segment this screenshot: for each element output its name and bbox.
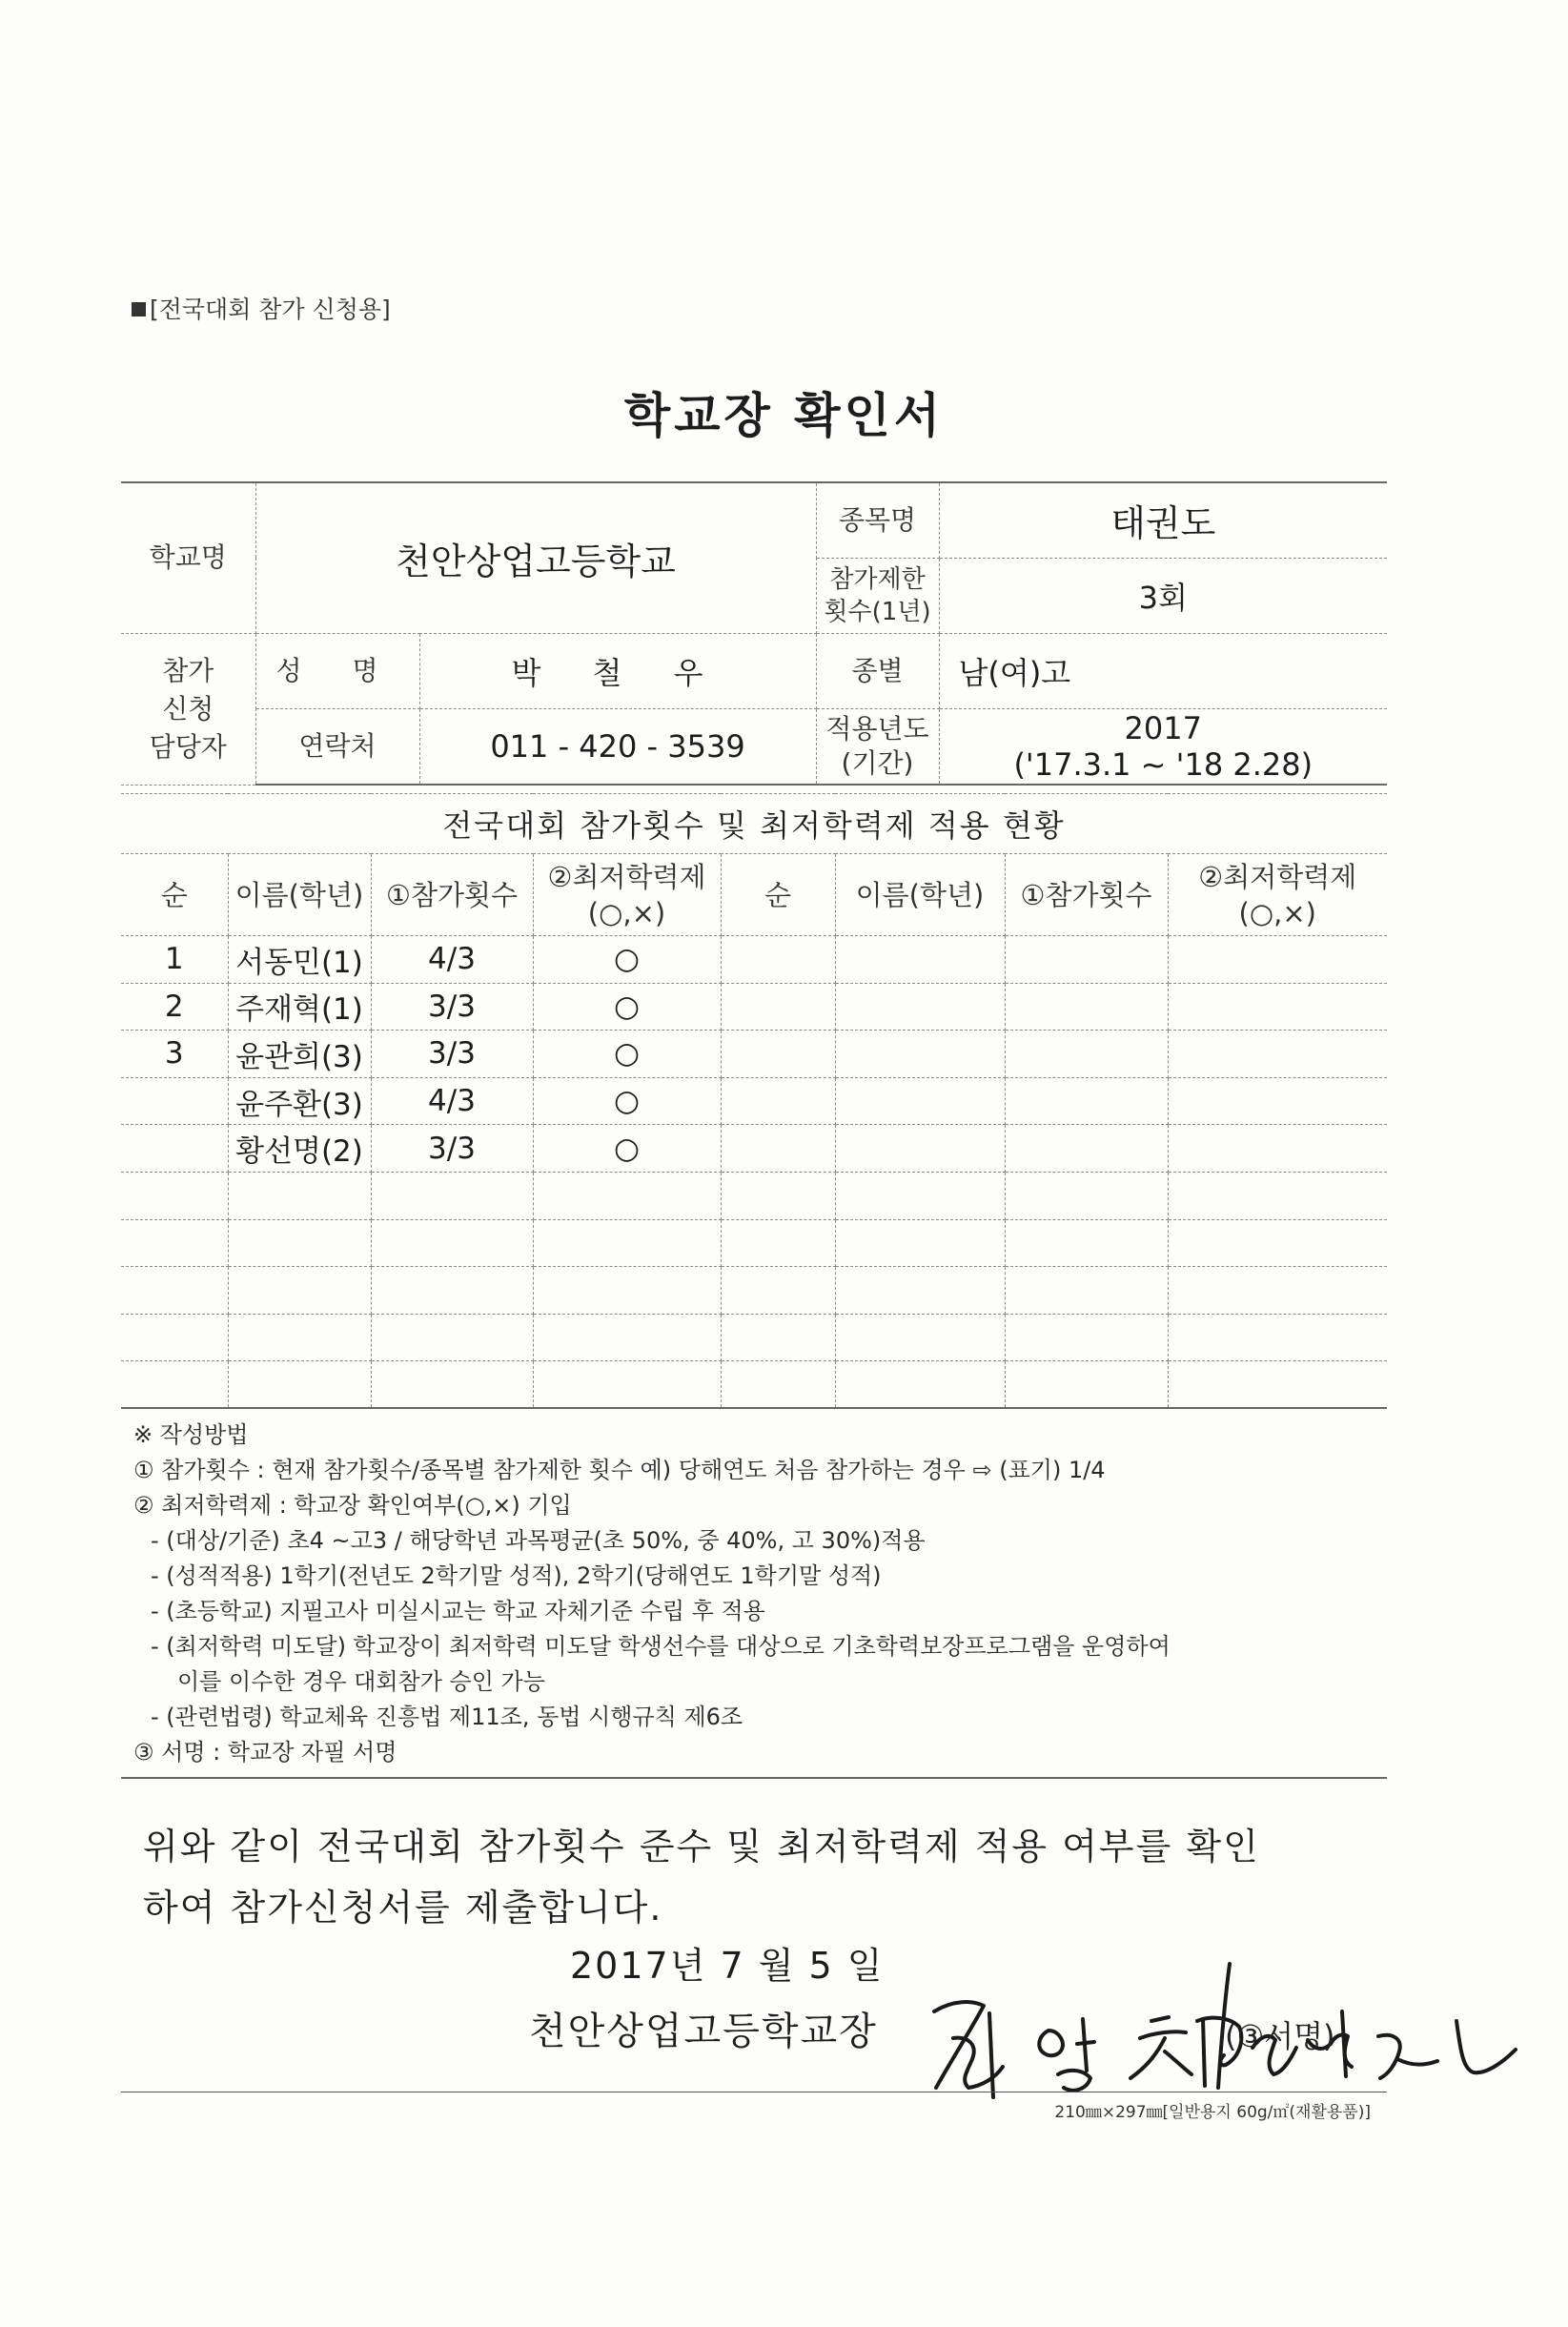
cell-no	[121, 1267, 228, 1315]
cell-no	[121, 1125, 228, 1173]
empty-cell	[1005, 1361, 1168, 1409]
empty-cell	[1168, 1219, 1387, 1267]
school-label: 학교명	[121, 482, 255, 633]
empty-cell	[1168, 1267, 1387, 1315]
empty-cell	[721, 1125, 835, 1173]
header-cell: ②최저학력제 (○,×)	[1168, 854, 1387, 936]
form-usage-text: [전국대회 참가 신청용]	[150, 296, 391, 323]
cell-count: 4/3	[371, 1077, 533, 1125]
table-row	[121, 1267, 1387, 1315]
cell-count	[371, 1172, 533, 1219]
form-usage-tag	[132, 291, 391, 325]
cell-count: 3/3	[371, 1125, 533, 1173]
note-line: - (대상/기준) 초4 ~고3 / 해당학년 과목평균(초 50%, 중 40%, 고 30%)적용	[151, 1527, 926, 1554]
empty-cell	[1005, 1219, 1168, 1267]
cell-count	[371, 1219, 533, 1267]
empty-cell	[1005, 1031, 1168, 1078]
cell-mark: ○	[533, 1125, 721, 1173]
contact-person-label: 참가 신청 담당자	[121, 633, 255, 785]
empty-cell	[835, 1267, 1005, 1315]
cell-count	[371, 1267, 533, 1315]
empty-cell	[1005, 1314, 1168, 1361]
cell-count: 3/3	[371, 983, 533, 1031]
header-cell: 이름(학년)	[228, 854, 371, 936]
name-label: 성 명	[255, 633, 419, 708]
note-line: - (성적적용) 1학기(전년도 2학기말 성적), 2학기(당해연도 1학기말 성적)	[151, 1562, 882, 1589]
note-line: ③ 서명 : 학교장 자필 서명	[133, 1739, 397, 1766]
note-line: 이를 이수한 경우 대회참가 승인 가능	[177, 1668, 545, 1695]
empty-cell	[721, 1361, 835, 1409]
cell-mark	[533, 1172, 721, 1219]
table-row	[121, 1125, 1387, 1173]
empty-cell	[1168, 1314, 1387, 1361]
cell-name: 주재혁(1)	[228, 983, 371, 1031]
table-row	[121, 1361, 1387, 1409]
cell-mark: ○	[533, 936, 721, 984]
empty-cell	[1168, 1172, 1387, 1219]
empty-cell	[1005, 983, 1168, 1031]
cell-mark: ○	[533, 1077, 721, 1125]
cell-no: 2	[121, 983, 228, 1031]
event-label: 종목명	[816, 482, 939, 558]
event-value: 태권도	[939, 482, 1387, 558]
school-info-table	[121, 481, 1387, 786]
cell-no: 1	[121, 936, 228, 984]
note-line: - (최저학력 미도달) 학교장이 최저학력 미도달 학생선수를 대상으로 기초학력보장프로그램을 운영하여	[151, 1633, 1171, 1660]
notes-heading: ※ 작성방법	[133, 1421, 249, 1448]
empty-cell	[1005, 1125, 1168, 1173]
signer-title: 천안상업고등학교장	[529, 2010, 878, 2053]
period-year: 2017	[1124, 709, 1202, 746]
cell-name	[228, 1314, 371, 1361]
table-row	[121, 1172, 1387, 1219]
header-cell: 순	[121, 854, 228, 936]
period-label: 적용년도 (기간)	[816, 708, 939, 785]
writing-instructions	[133, 1418, 1373, 1770]
empty-cell	[835, 1219, 1005, 1267]
table-row	[121, 1031, 1387, 1078]
cell-no	[121, 1077, 228, 1125]
empty-cell	[835, 936, 1005, 984]
empty-cell	[721, 1219, 835, 1267]
cell-name	[228, 1267, 371, 1315]
empty-cell	[1005, 936, 1168, 984]
empty-cell	[721, 1314, 835, 1361]
empty-cell	[1005, 1172, 1168, 1219]
name-value: 박 철 우	[419, 633, 816, 708]
empty-cell	[1005, 1267, 1168, 1315]
empty-cell	[835, 1314, 1005, 1361]
empty-cell	[721, 1031, 835, 1078]
cell-no	[121, 1219, 228, 1267]
gender-label: 종별	[816, 633, 939, 708]
cell-count	[371, 1361, 533, 1409]
cell-no: 3	[121, 1031, 228, 1078]
empty-cell	[721, 1077, 835, 1125]
empty-cell	[1168, 983, 1387, 1031]
signature-mark-text: (③서명)	[1225, 2018, 1335, 2054]
limit-value: 3회	[939, 558, 1387, 633]
empty-cell	[1168, 1125, 1387, 1173]
empty-cell	[721, 1172, 835, 1219]
cell-mark	[533, 1219, 721, 1267]
cell-no	[121, 1314, 228, 1361]
cell-name: 서동민(1)	[228, 936, 371, 984]
cell-count: 3/3	[371, 1031, 533, 1078]
cell-count	[371, 1314, 533, 1361]
note-line: ① 참가횟수 : 현재 참가횟수/종목별 참가제한 횟수 예) 당해연도 처음 참가하는 경우 ⇨ (표기) 1/4	[133, 1457, 1106, 1483]
period-value	[939, 708, 1387, 785]
square-bullet-icon	[132, 302, 146, 316]
cell-name	[228, 1361, 371, 1409]
cell-name: 윤주환(3)	[228, 1077, 371, 1125]
header-cell: ②최저학력제 (○,×)	[533, 854, 721, 936]
participation-table	[121, 793, 1387, 1409]
period-range: ('17.3.1 ~ '18 2.28)	[1013, 745, 1313, 783]
phone-value: 011 - 420 - 3539	[419, 708, 816, 785]
cell-count: 4/3	[371, 936, 533, 984]
empty-cell	[1168, 936, 1387, 984]
empty-cell	[721, 936, 835, 984]
table-row	[121, 1219, 1387, 1267]
empty-cell	[1168, 1077, 1387, 1125]
empty-cell	[835, 1361, 1005, 1409]
document-title: 학교장 확인서	[623, 388, 945, 443]
declaration-line: 하여 참가신청서를 제출합니다.	[143, 1887, 663, 1929]
paper-spec: 210㎜×297㎜[일반용지 60g/㎡(재활용품)]	[1054, 2103, 1371, 2122]
table-row	[121, 1077, 1387, 1125]
header-cell: ①참가횟수	[1005, 854, 1168, 936]
empty-cell	[721, 983, 835, 1031]
header-cell: 순	[721, 854, 835, 936]
empty-cell	[835, 1077, 1005, 1125]
header-cell: ①참가횟수	[371, 854, 533, 936]
empty-cell	[835, 983, 1005, 1031]
table-row	[121, 983, 1387, 1031]
cell-name	[228, 1172, 371, 1219]
declaration-line: 위와 같이 전국대회 참가횟수 준수 및 최저학력제 적용 여부를 확인	[143, 1826, 1260, 1868]
cell-mark	[533, 1361, 721, 1409]
empty-cell	[835, 1172, 1005, 1219]
header-cell: 이름(학년)	[835, 854, 1005, 936]
limit-label: 참가제한 횟수(1년)	[816, 558, 939, 633]
divider	[121, 1777, 1387, 1779]
empty-cell	[835, 1125, 1005, 1173]
cell-no	[121, 1361, 228, 1409]
note-line: ② 최저학력제 : 학교장 확인여부(○,×) 기입	[133, 1492, 572, 1519]
handwritten-signature	[915, 1945, 1525, 2107]
cell-name: 윤관희(3)	[228, 1031, 371, 1078]
empty-cell	[1005, 1077, 1168, 1125]
cell-mark	[533, 1314, 721, 1361]
empty-cell	[1168, 1361, 1387, 1409]
note-line: - (관련법령) 학교체육 진흥법 제11조, 동법 시행규칙 제6조	[151, 1704, 743, 1730]
submission-date: 2017년 7 월 5 일	[570, 1945, 885, 1987]
phone-label: 연락처	[255, 708, 419, 785]
table-row	[121, 1314, 1387, 1361]
cell-mark	[533, 1267, 721, 1315]
cell-mark: ○	[533, 983, 721, 1031]
gender-value: 남(여)고	[939, 633, 1387, 708]
cell-no	[121, 1172, 228, 1219]
table-row	[121, 936, 1387, 984]
signature-mark	[1225, 2012, 1334, 2056]
note-line: - (초등학교) 지필고사 미실시교는 학교 자체기준 수립 후 적용	[151, 1598, 765, 1624]
empty-cell	[835, 1031, 1005, 1078]
cell-name	[228, 1219, 371, 1267]
school-value: 천안상업고등학교	[255, 482, 816, 633]
declaration	[143, 1816, 1260, 1938]
empty-cell	[721, 1267, 835, 1315]
cell-name: 황선명(2)	[228, 1125, 371, 1173]
section-title: 전국대회 참가횟수 및 최저학력제 적용 현황	[121, 794, 1387, 854]
cell-mark: ○	[533, 1031, 721, 1078]
empty-cell	[1168, 1031, 1387, 1078]
